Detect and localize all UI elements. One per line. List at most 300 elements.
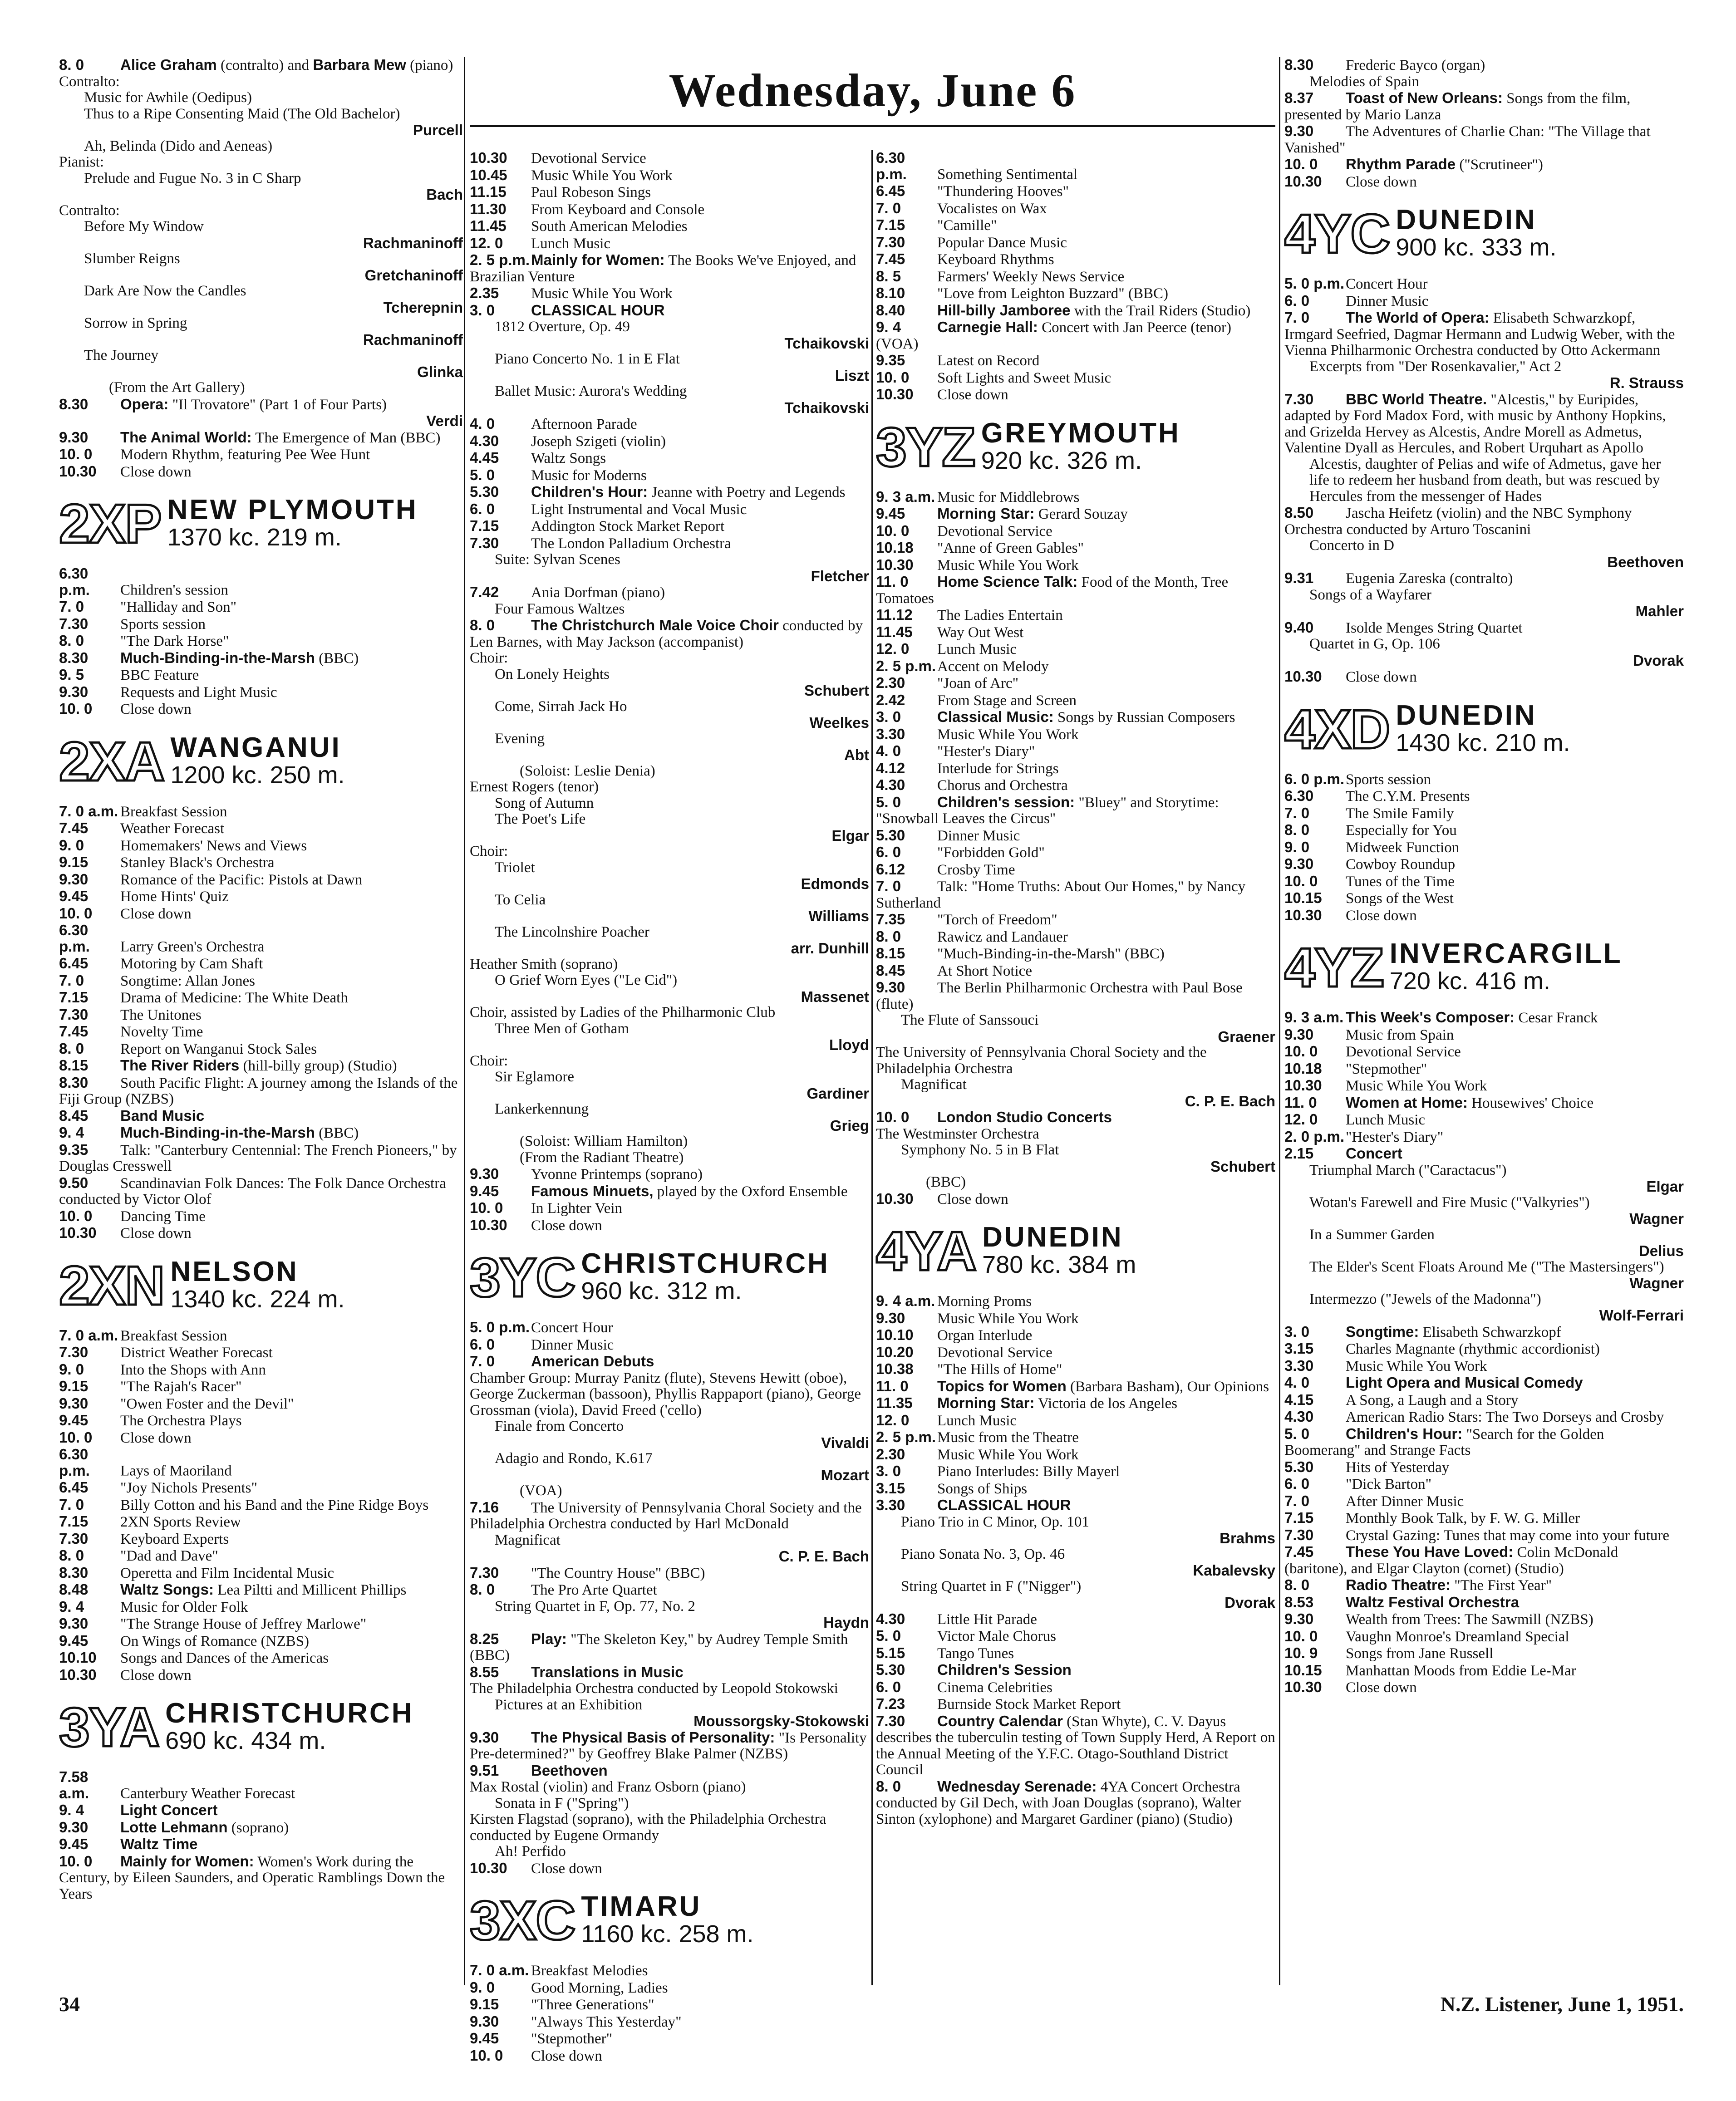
programme-time: 7.30 [59,1530,89,1547]
station-header-3ya [59,1695,463,1759]
composer-credit: arr. Dunhill [791,940,869,957]
programme-text: Piano Concerto No. 1 in E Flat [495,351,680,367]
station-frequency: 1340 kc. 224 m. [170,1285,345,1313]
programme-text: "Hester's Diary" [1346,1129,1444,1145]
programme-entry [876,624,1275,641]
programme-text: Close down [120,1667,192,1684]
programme-text: Famous Minuets, played by the Oxford Ensemble [531,1182,848,1200]
programme-text: Farmers' Weekly News Service [937,268,1125,285]
station-callsign: 3XC [470,1890,575,1951]
programme-text: Mainly for Women: The Books We've Enjoyed, and Brazilian Venture [470,251,856,285]
programme-entry [59,1853,463,1903]
programme-time: 9.30 [470,2013,499,2030]
station-frequency: 1200 kc. 250 m. [170,761,345,789]
composer-credit: Graener [1218,1028,1275,1045]
station-header-2xn [59,1254,463,1317]
programme-entry [876,1645,1275,1662]
programme-time: 4. 0 [876,742,901,759]
programme-text: The London Palladium Orchestra [531,535,731,552]
programme-text: Piano Trio in C Minor, Op. 101 [901,1513,1089,1530]
programme-time: 10.10 [876,1326,914,1343]
programme-subline [876,1514,1275,1546]
programme-time: 11.45 [470,217,507,234]
programme-entry [59,1446,463,1479]
programme-text: Rawicz and Landauer [937,928,1068,945]
programme-text: Drama of Medicine: The White Death [120,990,348,1006]
composer-credit: Edmonds [801,875,869,892]
programme-entry [876,827,1275,844]
programme-text: Music While You Work [937,726,1079,743]
programme-text: American Radio Stars: The Two Dorseys and Crosby [1346,1409,1664,1425]
programme-time: 10. 0 [470,1199,503,1216]
programme-text: Morning Star: Gerard Souzay [937,505,1128,522]
station-city: TIMARU [581,1891,702,1923]
programme-time: 5.15 [876,1644,905,1661]
programme-text: Keyboard Experts [120,1531,229,1547]
programme-time: 9.15 [470,1996,499,2013]
programme-entry [1284,1043,1684,1060]
programme-entry [59,396,463,429]
programme-text: Finale from Concerto [495,1418,624,1434]
programme-text: Contralto: [59,73,120,90]
programme-entry [59,1108,463,1125]
programme-time: 7. 0 [876,199,901,216]
programme-time: 9.50 [59,1174,89,1191]
programme-time: 7. 0 [59,1496,84,1513]
programme-time: 10.45 [470,166,507,183]
programme-entry [876,1344,1275,1361]
programme-text: The Flute of Sanssouci [901,1012,1039,1028]
station-frequency: 960 kc. 312 m. [581,1277,742,1305]
programme-text: Frederic Bayco (organ) [1346,57,1485,74]
programme-entry [876,285,1275,302]
programme-text: The Smile Family [1346,805,1454,822]
programme-entry [59,1581,463,1599]
programme-entry [470,1631,869,1664]
programme-entry [876,878,1275,911]
programme-text: Children's Hour: "Search for the Golden Boomerang" and Strange Facts [1284,1425,1604,1458]
programme-entry [876,743,1275,760]
programme-text: Crystal Gazing: Tunes that may come into your future [1346,1527,1670,1544]
programme-entry [876,1628,1275,1645]
programme-time: 9.30 [59,683,89,700]
programme-time: 5. 0 [876,793,901,810]
programme-time: 7. 0 [876,878,901,894]
programme-time: 2.30 [876,674,905,691]
programme-entry [1284,1645,1684,1662]
programme-entry [470,1353,869,1370]
column-divider [1279,57,1280,1985]
programme-entry [1284,1095,1684,1112]
programme-text: On Wings of Romance (NZBS) [120,1633,310,1649]
programme-text: South Pacific Flight: A journey among the Islands of the Fiji Group (NZBS) [59,1075,458,1107]
programme-time: 3. 0 [876,708,901,725]
programme-text: Vocalistes on Wax [937,200,1047,217]
programme-time: 4.12 [876,759,905,776]
programme-time: 4.30 [876,776,905,793]
programme-time: 7.15 [1284,1509,1314,1526]
programme-subline [59,251,463,283]
programme-text: Heather Smith (soprano) [470,956,618,972]
programme-subline [470,1370,869,1419]
column-divider [464,57,465,1985]
programme-time: 8. 0 [59,1040,84,1057]
programme-text: Melodies of Spain [1309,73,1419,90]
programme-time: 10.38 [876,1360,914,1377]
programme-time: 9.30 [59,1394,89,1412]
programme-subline [470,892,869,924]
programme-time: 3.15 [876,1479,905,1497]
programme-entry [1284,1358,1684,1375]
programme-time: 9.30 [470,1165,499,1182]
programme-text: Radio Theatre: "The First Year" [1346,1576,1552,1594]
programme-time: 7.30 [470,1564,499,1581]
programme-time: 9.45 [876,505,905,522]
programme-entry [1284,1111,1684,1129]
programme-text: Midweek Function [1346,839,1460,856]
programme-time: 10. 9 [1284,1644,1318,1661]
station-callsign: 4XD [1284,698,1390,760]
programme-entry [470,1581,869,1599]
programme-time: 9. 3 a.m. [1284,1009,1344,1026]
programme-text: Come, Sirrah Jack Ho [495,698,627,715]
programme-entry [59,1513,463,1531]
programme-entry [59,955,463,972]
programme-entry [1284,771,1684,788]
programme-time: 11. 0 [876,573,909,590]
programme-subline [59,154,463,171]
programme-entry [876,945,1275,962]
programme-text: Lunch Music [937,1412,1017,1429]
station-callsign: 2XP [59,493,161,555]
programme-entry [470,150,869,167]
programme-time: 12. 0 [1284,1111,1318,1128]
programme-entry [876,1327,1275,1344]
programme-time: 8.30 [59,1074,89,1091]
programme-time: 3.15 [1284,1340,1314,1357]
programme-text: From Keyboard and Console [531,201,705,218]
programme-text: Breakfast Session [120,803,227,820]
programme-entry [470,285,869,302]
programme-text: Waltz Songs: Lea Piltti and Millicent Phillips [120,1581,407,1598]
programme-time: 6.45 [59,955,89,972]
station-city: NEW PLYMOUTH [167,494,418,526]
programme-time: 8.30 [59,1564,89,1581]
programme-time: 6. 0 [876,1678,901,1695]
station-city: CHRISTCHURCH [581,1248,830,1280]
programme-time: 7.35 [876,911,905,928]
programme-text: Devotional Service [937,1344,1052,1361]
programme-subline [470,1053,869,1070]
station-city: NELSON [170,1256,299,1287]
programme-time: 9.45 [470,1182,499,1199]
programme-text: In a Summer Garden [1309,1226,1435,1243]
programme-entry [876,861,1275,879]
programme-text: Children's Session [937,1661,1072,1678]
programme-text: The Journey [84,347,159,363]
programme-entry [1284,1459,1684,1476]
programme-text: Music While You Work [937,1310,1079,1327]
programme-text: "The Country House" (BBC) [531,1565,705,1581]
programme-time: 7. 0 a.m. [59,1326,118,1344]
programme-time: 8.15 [59,1057,89,1074]
programme-text: Topics for Women (Barbara Basham), Our Opinions [937,1377,1269,1395]
programme-time: 4.30 [470,432,499,449]
programme-subline [59,348,463,380]
programme-entry [876,1361,1275,1378]
programme-subline [59,219,463,251]
programme-subline [1284,538,1684,570]
programme-entry [1284,619,1684,637]
page-number: 34 [59,1993,80,2016]
programme-entry [1284,873,1684,890]
programme-text: O Grief Worn Eyes ("Le Cid") [495,972,678,988]
programme-text: Before My Window [84,218,204,235]
programme-entry [876,911,1275,928]
programme-text: Eugenia Zareska (contralto) [1346,570,1513,587]
programme-text: Close down [531,1217,602,1234]
programme-time: 5.30 [876,1661,905,1678]
composer-credit: Elgar [1646,1178,1684,1195]
programme-time: 7.30 [876,1712,905,1729]
programme-time: 6.30 p.m. [876,149,907,182]
programme-subline [470,667,869,699]
composer-credit: Gardiner [807,1085,869,1102]
station-frequency: 780 kc. 384 m [982,1251,1136,1279]
programme-text: After Dinner Music [1346,1493,1464,1510]
programme-time: 9.30 [59,1818,89,1836]
programme-time: 8.37 [1284,89,1314,106]
programme-entry [1284,293,1684,310]
programme-subline [470,972,869,1005]
programme-time: 6.12 [876,860,905,878]
programme-time: 9.15 [59,854,89,870]
programme-subline [1284,1163,1684,1195]
programme-subline [470,731,869,763]
programme-text: Piano Sonata No. 3, Op. 46 [901,1546,1065,1562]
programme-subline [470,1451,869,1483]
programme-subline [1284,359,1684,391]
programme-text: Songs and Dances of the Americas [120,1650,329,1666]
programme-time: 8. 0 [876,928,901,945]
programme-text: Much-Binding-in-the-Marsh (BBC) [120,649,359,667]
programme-time: 10. 0 [470,2047,503,2064]
programme-entry [1284,1009,1684,1026]
programme-time: 9.30 [1284,1026,1314,1043]
programme-text: BBC Feature [120,667,199,683]
programme-entry [876,1109,1275,1126]
programme-text: Close down [531,2047,602,2064]
programme-time: 10.18 [1284,1060,1322,1077]
programme-text: Songs of Ships [937,1480,1028,1497]
programme-time: 10.30 [59,1666,97,1683]
composer-credit: Tchaikovski [784,334,869,352]
programme-time: 10. 0 [59,1852,93,1870]
column-divider [871,150,873,1985]
programme-time: 11.15 [470,183,507,200]
programme-time: 7.23 [876,1695,905,1712]
programme-text: Dinner Music [1346,293,1429,309]
programme-entry [1284,1409,1684,1426]
programme-entry [470,1336,869,1354]
programme-subline [470,1681,869,1697]
programme-entry [59,565,463,599]
programme-time: 11.30 [470,200,507,217]
programme-time: 7.30 [59,1344,89,1360]
programme-text: (BBC) [926,1174,966,1190]
programme-entry [59,1344,463,1361]
programme-entry [1284,173,1684,191]
composer-credit: Purcell [413,122,463,138]
programme-time: 10.30 [1284,172,1322,190]
programme-text: Close down [937,387,1008,403]
programme-text: Choir, assisted by Ladies of the Philharmonic Club [470,1004,776,1021]
programme-text: Close down [1346,669,1417,685]
programme-entry [470,1664,869,1681]
programme-time: 6. 0 [1284,1475,1310,1492]
programme-text: On Lonely Heights [495,666,610,682]
programme-subline [470,1419,869,1451]
programme-text: Especially for You [1346,822,1457,839]
page-header [470,54,1275,145]
programme-time: 9.35 [876,352,905,368]
programme-text: 1812 Overture, Op. 49 [495,319,630,335]
programme-text: Light Opera and Musical Comedy [1346,1374,1583,1391]
programme-time: 6.30 p.m. [59,1446,90,1479]
programme-entry [59,837,463,854]
programme-time: 7. 0 [59,598,84,615]
programme-subline [876,1579,1275,1611]
programme-time: 7.45 [1284,1543,1314,1560]
programme-time: 10. 0 [876,1109,910,1125]
programme-time: 8. 0 [59,56,84,73]
programme-entry [876,1310,1275,1327]
programme-entry [59,1006,463,1024]
programme-time: 7. 0 [470,1353,495,1370]
programme-time: 6. 0 [470,500,495,517]
programme-text: A Song, a Laugh and a Story [1346,1392,1519,1409]
programme-time: 10. 0 [1284,1043,1318,1060]
programme-time: 7. 0 a.m. [470,1962,529,1978]
programme-entry [876,1778,1275,1828]
programme-text: Vaughn Monroe's Dreamland Special [1346,1628,1569,1645]
programme-text: Waltz Time [120,1836,198,1852]
programme-text: Dinner Music [531,1336,614,1353]
programme-time: 9.30 [470,1728,499,1746]
programme-entry [876,200,1275,217]
programme-time: 5. 0 [470,466,495,483]
programme-entry [876,1696,1275,1713]
programme-entry [876,675,1275,692]
programme-entry [876,1429,1275,1446]
station-frequency: 1160 kc. 258 m. [581,1920,754,1948]
programme-text: The World of Opera: Elisabeth Schwarzkopf, Irmgard Seefried, Dagmar Hermann and Ludwig Weber, with the Vienna Philharmonic Orchestra conducted by Otto Ackermann [1284,309,1675,358]
programme-entry [876,794,1275,827]
programme-entry [59,1361,463,1379]
programme-entry [470,518,869,535]
programme-subline [470,1150,869,1166]
programme-entry [59,1225,463,1242]
programme-entry [470,584,869,601]
programme-entry [470,1200,869,1217]
programme-entry [876,709,1275,726]
programme-entry [470,1565,869,1582]
programme-text: Devotional Service [937,523,1052,540]
programme-text: Music While You Work [937,557,1079,574]
programme-text: The Pro Arte Quartet [531,1582,657,1598]
station-city: WANGANUI [170,731,341,763]
programme-text: "Much-Binding-in-the-Marsh" (BBC) [937,946,1165,962]
programme-text: Billy Cotton and his Band and the Pine Ridge Boys [120,1497,429,1513]
programme-text: "The Rajah's Racer" [120,1379,242,1395]
programme-time: 9.30 [59,428,89,446]
programme-entry [59,1429,463,1447]
programme-entry [876,1497,1275,1514]
programme-text: Monthly Book Talk, by F. W. G. Miller [1346,1510,1580,1527]
programme-time: 8.15 [876,945,905,962]
programme-text: "The Strange House of Jeffrey Marlowe" [120,1616,367,1632]
programme-text: Lunch Music [1346,1112,1426,1128]
programme-text: These You Have Loved: Colin McDonald (baritone), and Elgar Clayton (cornet) (Studio) [1284,1543,1618,1577]
programme-text: Children's session: "Bluey" and Storytime: "Snowball Leaves the Circus" [876,793,1219,827]
programme-text: The Christchurch Male Voice Choir conducted by Len Barnes, with May Jackson (accompanist) [470,617,863,650]
publication-footer: N.Z. Listener, June 1, 1951. [1440,1993,1684,2016]
programme-text: (VOA) [520,1482,562,1499]
programme-entry [59,1819,463,1836]
programme-subline [470,1483,869,1499]
programme-time: 5. 0 [876,1627,901,1644]
programme-entry [59,1142,463,1175]
programme-time: 9.51 [470,1762,499,1779]
programme-entry [1284,1145,1684,1163]
programme-text: Waltz Festival Orchestra [1346,1593,1520,1610]
programme-time: 12. 0 [470,234,503,251]
programme-entry [1284,1129,1684,1146]
programme-text: Toast of New Orleans: Songs from the film, presented by Mario Lanza [1284,89,1631,123]
programme-time: 10. 0 [59,1207,93,1224]
programme-time: 10.30 [1284,906,1322,923]
composer-credit: Mahler [1635,603,1684,619]
programme-time: 8. 0 [470,617,495,633]
programme-entry [876,1679,1275,1696]
programme-time: 5. 0 p.m. [1284,275,1345,292]
programme-text: Children's Hour: Jeanne with Poetry and Legends [531,483,846,501]
programme-time: 9.45 [59,888,89,904]
programme-time: 5. 0 [1284,1425,1310,1442]
station-callsign: 4YC [1284,203,1390,265]
programme-entry [59,1395,463,1413]
programme-entry [876,217,1275,234]
composer-credit: Schubert [804,682,869,699]
programme-entry [59,1615,463,1633]
composer-credit: Schubert [1210,1158,1275,1175]
programme-subline [59,315,463,348]
programme-text: Rhythm Parade ("Scrutineer") [1346,156,1543,173]
programme-entry [1284,1628,1684,1645]
programme-entry [59,972,463,990]
programme-subline [59,106,463,138]
programme-time: 9. 4 a.m. [876,1292,935,1309]
programme-time: 8.45 [876,962,905,979]
programme-text: Way Out West [937,624,1024,641]
programme-text: Children's session [120,582,228,599]
programme-text: Charles Magnante (rhythmic accordionist) [1346,1341,1600,1357]
programme-text: Talk: "Canterbury Centennial: The French Pioneers," by Douglas Cresswell [59,1142,457,1174]
programme-entry [1284,1594,1684,1611]
programme-subline [59,380,463,396]
programme-entry [876,928,1275,946]
programme-time: 8.53 [1284,1593,1314,1610]
